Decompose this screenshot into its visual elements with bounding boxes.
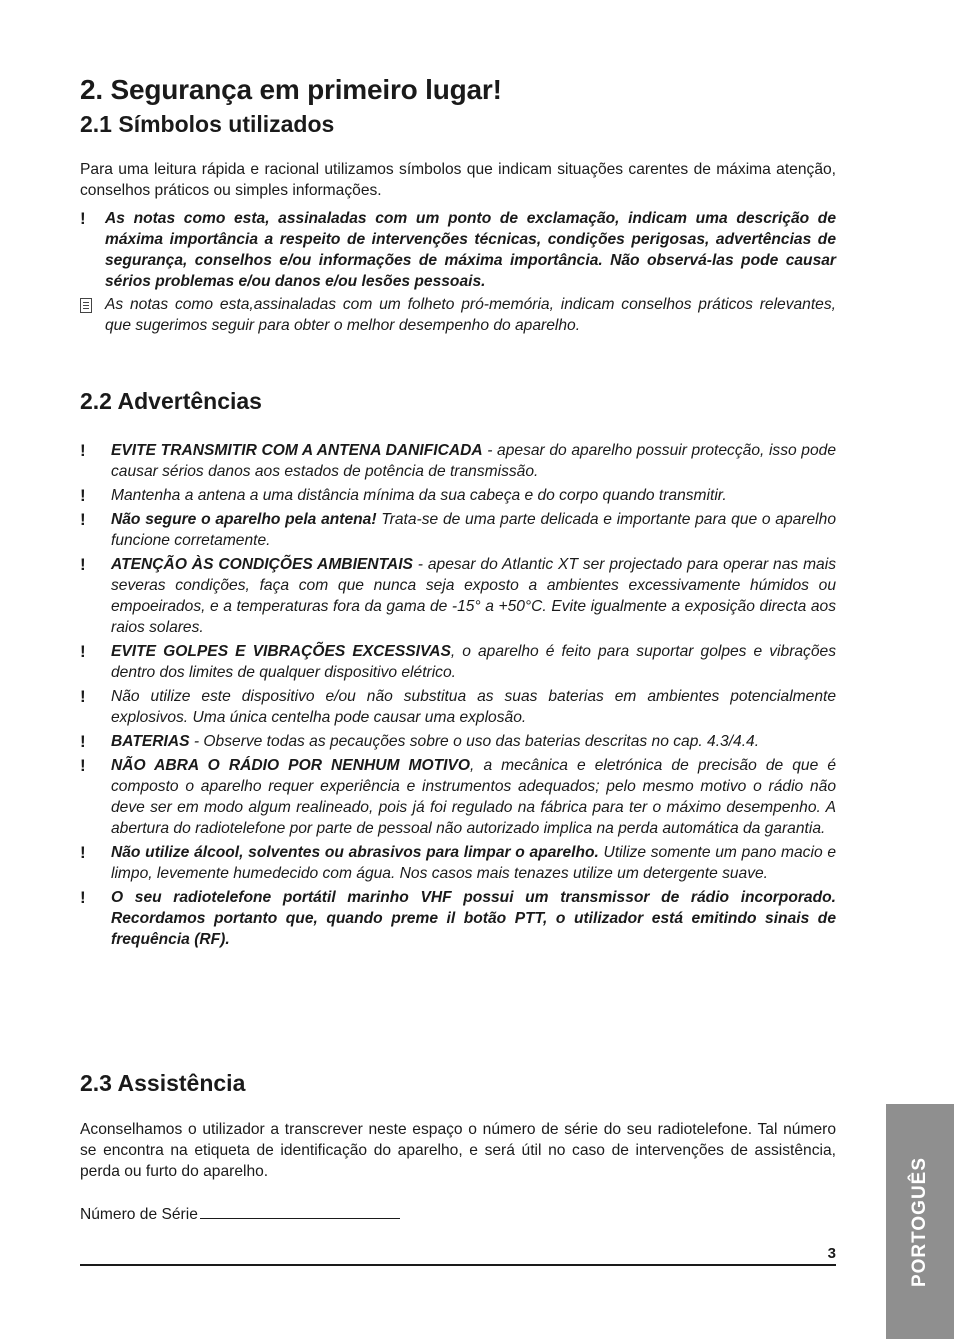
exclamation-icon: ! xyxy=(80,555,86,574)
note-memo xyxy=(80,294,836,336)
warning-text xyxy=(111,731,836,752)
warning-lead: ATENÇÃO ÀS CONDIÇÕES AMBIENTAIS xyxy=(111,556,413,573)
warning-body: - apesar do Atlantic XT ser projectado para operar nas mais severas condições, faça com que nunca seja exposto a ambientes excessivamente húmidos ou empoeirados, e a temperaturas fora da gama de -15° a +50°C. Evite igualmente a exposição directa aos raios solares. xyxy=(111,556,836,636)
warning-item xyxy=(80,509,836,551)
warning-item xyxy=(80,842,836,884)
section-heading-warnings: 2.2 Advertências xyxy=(80,388,262,414)
language-tab-label: PORTOGUÊS xyxy=(909,1156,930,1287)
warning-text xyxy=(111,440,836,482)
warning-lead: NÃO ABRA O RÁDIO POR NENHUM MOTIVO xyxy=(111,757,471,774)
footer-rule xyxy=(80,1264,836,1266)
warning-body: Trata-se de uma parte delicada e importante para que o aparelho funcione corretamente. xyxy=(111,511,836,549)
section-heading-assistance: 2.3 Assistência xyxy=(80,1070,246,1096)
warnings-list xyxy=(80,440,836,953)
warning-text xyxy=(111,509,836,551)
exclamation-icon: ! xyxy=(80,843,86,862)
warning-item xyxy=(80,731,836,752)
warning-lead: O seu radiotelefone portátil marinho VHF possui um transmissor de rádio incorporado. Recordamos portanto que, quando preme il botão PTT, o utilizador está emitindo sinais de frequência (RF). xyxy=(111,889,836,948)
exclamation-icon: ! xyxy=(80,486,86,505)
warning-item xyxy=(80,641,836,683)
warning-body: - apesar do aparelho possuir protecção, isso pode causar sérios danos aos estados de potência de transmissão. xyxy=(111,442,836,480)
warning-item xyxy=(80,440,836,482)
symbols-intro: Para uma leitura rápida e racional utilizamos símbolos que indicam situações carentes de máxima atenção, conselhos práticos ou simples informações. xyxy=(80,161,836,199)
warning-text xyxy=(111,755,836,839)
language-tab xyxy=(886,1104,954,1339)
warning-body: Mantenha a antena a uma distância mínima da sua cabeça e do corpo quando transmitir. xyxy=(111,487,727,504)
warning-text xyxy=(111,485,836,506)
warning-lead: EVITE GOLPES E VIBRAÇÕES EXCESSIVAS xyxy=(111,643,451,660)
warning-text xyxy=(111,686,836,728)
exclamation-icon: ! xyxy=(80,209,86,228)
serial-number-blank xyxy=(200,1204,400,1219)
exclamation-icon: ! xyxy=(80,888,86,907)
warning-body: , o aparelho é feito para suportar golpes e vibrações dentro dos limites de qualquer dispositivo elétrico. xyxy=(111,643,836,681)
warning-body: Não utilize este dispositivo e/ou não substitua as suas baterias em ambientes potencialmente explosivos. Uma única centelha pode causar uma explosão. xyxy=(111,688,836,726)
warning-text xyxy=(111,554,836,638)
section-heading-symbols: 2.1 Símbolos utilizados xyxy=(80,111,335,137)
warning-text xyxy=(111,887,836,950)
exclamation-icon: ! xyxy=(80,756,86,775)
warning-lead: BATERIAS xyxy=(111,733,190,750)
serial-number-field xyxy=(80,1204,400,1225)
note-text: As notas como esta,assinaladas com um folheto pró-memória, indicam conselhos práticos relevantes, que sugerimos seguir para obter o melhor desempenho do aparelho. xyxy=(105,296,836,334)
symbols-notes xyxy=(80,208,836,338)
warning-item xyxy=(80,686,836,728)
exclamation-icon: ! xyxy=(80,510,86,529)
serial-number-label: Número de Série xyxy=(80,1206,198,1223)
warning-lead: EVITE TRANSMITIR COM A ANTENA DANIFICADA xyxy=(111,442,483,459)
note-exclamation xyxy=(80,208,836,292)
warning-text xyxy=(111,641,836,683)
page-number: 3 xyxy=(827,1245,836,1262)
warning-item xyxy=(80,554,836,638)
warning-text xyxy=(111,842,836,884)
warning-body: Utilize somente um pano macio e limpo, levemente humedecido com água. Nos casos mais tenazes utilize um detergente suave. xyxy=(111,844,836,882)
exclamation-icon: ! xyxy=(80,732,86,751)
warning-item xyxy=(80,485,836,506)
exclamation-icon: ! xyxy=(80,441,86,460)
warning-body: - Observe todas as pecauções sobre o uso das baterias descritas no cap. 4.3/4.4. xyxy=(189,733,760,750)
warning-body: , a mecânica e eletrónica de precisão de que é composto o aparelho requer experiência e instrumentos adequados; pelo mesmo motivo o rádio não deve ser em modo algum realineado, pois já foi regulado na fábrica para ter o máximo desempenho. A abertura do radiotelefone por parte de pessoal não autorizado implica na perda automática da garantia. xyxy=(111,757,836,837)
memo-icon xyxy=(80,298,92,313)
note-text: As notas como esta, assinaladas com um ponto de exclamação, indicam uma descrição de máxima importância a respeito de intervenções técnicas, condições perigosas, advertências de segurança, conselhos e/ou informações de máxima importância. Não observá-las pode causar sérios problemas e/ou danos e/ou lesões pessoais. xyxy=(105,210,836,290)
warning-lead: Não segure o aparelho pela antena! xyxy=(111,511,377,528)
exclamation-icon: ! xyxy=(80,642,86,661)
page-title: 2. Segurança em primeiro lugar! xyxy=(80,74,502,105)
warning-item xyxy=(80,755,836,839)
warning-lead: Não utilize álcool, solventes ou abrasivos para limpar o aparelho. xyxy=(111,844,599,861)
exclamation-icon: ! xyxy=(80,687,86,706)
assistance-paragraph: Aconselhamos o utilizador a transcrever neste espaço o número de série do seu radiotelefone. Tal número se encontra na etiqueta de identificação do aparelho, e será útil no caso de intervenções de assistência, perda ou furto do aparelho. xyxy=(80,1121,836,1180)
warning-item xyxy=(80,887,836,950)
